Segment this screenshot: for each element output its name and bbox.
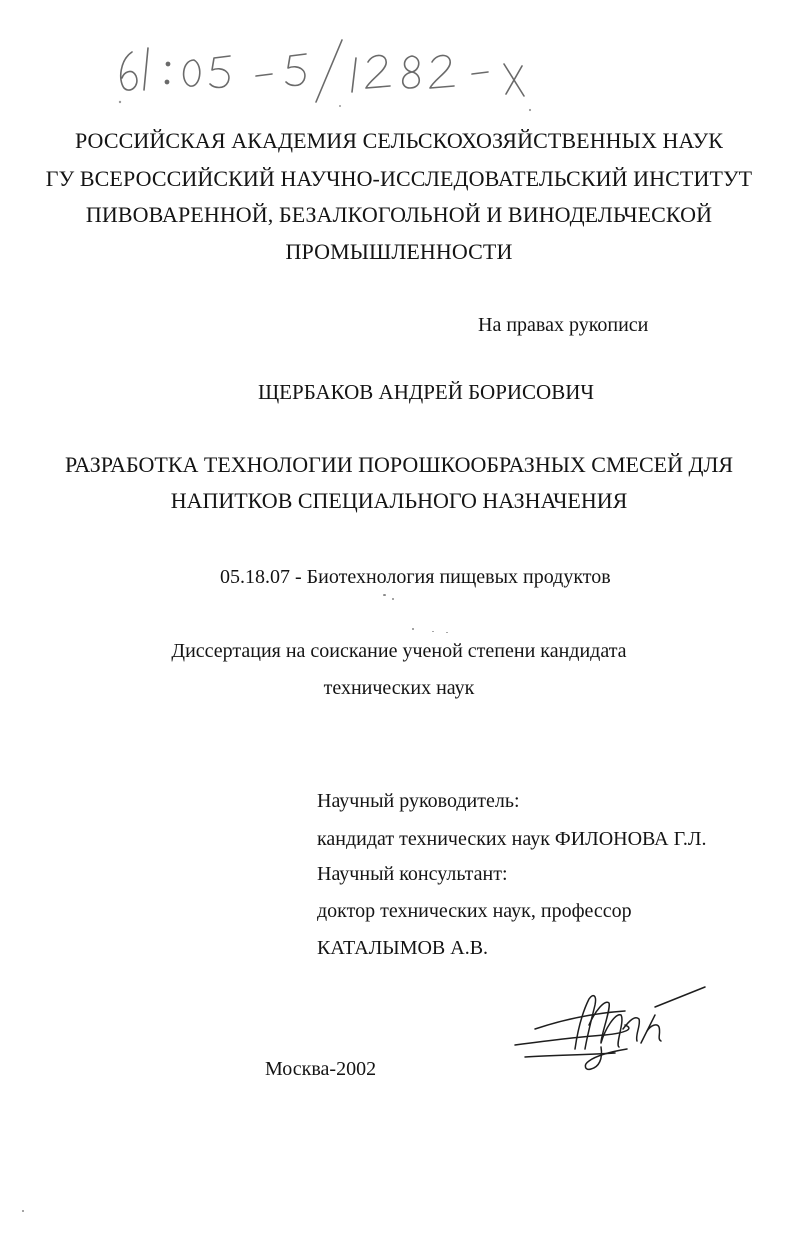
title-line-1: РАЗРАБОТКА ТЕХНОЛОГИИ ПОРОШКООБРАЗНЫХ СМЕСЕЙ ДЛЯ xyxy=(64,452,734,477)
supervisor-label: Научный руководитель: xyxy=(317,790,520,812)
title-line-2: НАПИТКОВ СПЕЦИАЛЬНОГО НАЗНАЧЕНИЯ xyxy=(170,488,628,513)
author-name: ЩЕРБАКОВ АНДРЕЙ БОРИСОВИЧ xyxy=(258,380,595,404)
header-line-4: ПРОМЫШЛЕННОСТИ xyxy=(285,239,513,264)
manuscript-note: На правах рукописи xyxy=(478,314,649,336)
scan-speck xyxy=(392,598,394,600)
degree-line-2: технических наук xyxy=(323,677,475,699)
specialty: 05.18.07 - Биотехнология пищевых продуктов xyxy=(220,566,611,588)
supervisor-name: кандидат технических наук ФИЛОНОВА Г.Л. xyxy=(317,828,707,850)
consultant-label: Научный консультант: xyxy=(317,863,508,885)
degree-line-1: Диссертация на соискание ученой степени кандидата xyxy=(171,640,627,662)
consultant-title: доктор технических наук, профессор xyxy=(317,900,632,922)
header-line-3: ПИВОВАРЕННОЙ, БЕЗАЛКОГОЛЬНОЙ И ВИНОДЕЛЬЧЕСКОЙ xyxy=(85,202,713,227)
signature xyxy=(505,985,715,1075)
consultant-name: КАТАЛЫМОВ А.В. xyxy=(317,937,489,959)
handwritten-archive-code xyxy=(110,30,550,115)
header-line-2: ГУ ВСЕРОССИЙСКИЙ НАУЧНО-ИССЛЕДОВАТЕЛЬСКИЙ ИНСТИТУТ xyxy=(45,166,753,191)
scan-speck xyxy=(383,594,386,596)
header-line-1: РОССИЙСКАЯ АКАДЕМИЯ СЕЛЬСКОХОЗЯЙСТВЕННЫХ НАУК xyxy=(74,128,724,153)
scan-speck xyxy=(412,628,414,630)
place-year: Москва-2002 xyxy=(265,1058,377,1080)
scan-speck xyxy=(446,632,448,633)
scan-speck xyxy=(22,1210,24,1212)
scan-speck xyxy=(432,631,434,632)
